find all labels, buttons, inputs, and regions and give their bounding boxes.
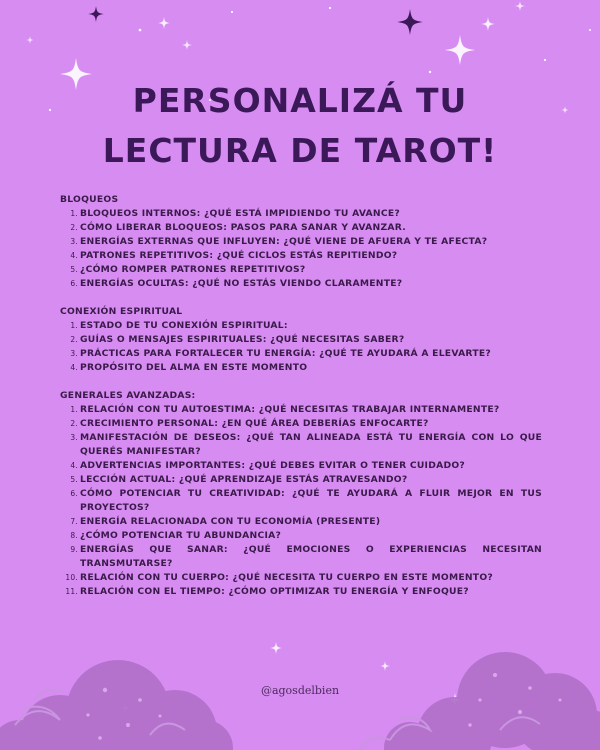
cloud-icon: [384, 652, 600, 750]
sparkle-star-icon: [481, 17, 495, 31]
sparkle-star-icon: [182, 40, 192, 50]
list-item: 9. ENERGÍAS QUE SANAR: ¿QUÉ EMOCIONES O EXPERIENCIAS NECESITAN TRANSMUTARSE?: [70, 544, 542, 569]
list-item: 1. BLOQUEOS INTERNOS: ¿QUÉ ESTÁ IMPIDIENDO TU AVANCE?: [70, 208, 400, 219]
section-heading: GENERALES AVANZADAS:: [60, 390, 196, 401]
section-heading: CONEXIÓN ESPIRITUAL: [60, 306, 183, 317]
list-item: 2. CÓMO LIBERAR BLOQUEOS: PASOS PARA SANAR Y AVANZAR.: [70, 222, 406, 233]
list-item: 10. RELACIÓN CON TU CUERPO: ¿QUÉ NECESITA TU CUERPO EN ESTE MOMENTO?: [65, 572, 493, 583]
social-handle: @agosdelbien: [260, 684, 340, 697]
sparkle-star-icon: [397, 9, 423, 35]
page-title: [0, 76, 600, 176]
list-item: 1. RELACIÓN CON TU AUTOESTIMA: ¿QUÉ NECESITAS TRABAJAR INTERNAMENTE?: [70, 404, 500, 415]
sparkle-star-icon: [26, 36, 34, 44]
sparkle-star-icon: [445, 35, 475, 65]
sparkle-star-icon: [88, 6, 104, 22]
sparkle-star-icon: [158, 17, 170, 29]
title-line-1: PERSONALIZÁ TU: [132, 81, 468, 120]
item-list: [60, 319, 542, 375]
item-list: [60, 207, 542, 291]
section-heading: BLOQUEOS: [60, 194, 119, 205]
list-item: 2. CRECIMIENTO PERSONAL: ¿EN QUÉ ÁREA DEBERÍAS ENFOCARTE?: [70, 418, 429, 429]
section-conexion-espiritual: [60, 305, 542, 375]
sparkle-star-icon: [270, 642, 282, 654]
list-item: 6. ENERGÍAS OCULTAS: ¿QUÉ NO ESTÁS VIENDO CLARAMENTE?: [70, 278, 403, 289]
list-item: 5. ¿CÓMO ROMPER PATRONES REPETITIVOS?: [70, 264, 306, 275]
item-list: [60, 403, 542, 599]
list-item: 3. MANIFESTACIÓN DE DESEOS: ¿QUÉ TAN ALINEADA ESTÁ TU ENERGÍA CON LO QUE QUERÉS MANIFESTAR?: [70, 432, 542, 457]
list-item: 7. ENERGÍA RELACIONADA CON TU ECONOMÍA (PRESENTE): [70, 516, 381, 527]
title-line-2: LECTURA DE TAROT!: [102, 131, 498, 170]
list-item: 5. LECCIÓN ACTUAL: ¿QUÉ APRENDIZAJE ESTÁS ATRAVESANDO?: [70, 474, 408, 485]
list-item: 2. GUÍAS O MENSAJES ESPIRITUALES: ¿QUÉ NECESITAS SABER?: [70, 334, 405, 345]
list-item: 8. ¿CÓMO POTENCIAR TU ABUNDANCIA?: [70, 530, 282, 541]
list-item: 3. ENERGÍAS EXTERNAS QUE INFLUYEN: ¿QUÉ VIENE DE AFUERA Y TE AFECTA?: [70, 236, 488, 247]
cloud-icon: [0, 660, 233, 750]
question-list: [60, 193, 542, 613]
sparkle-star-icon: [380, 661, 390, 671]
list-item: 6. CÓMO POTENCIAR TU CREATIVIDAD: ¿QUÉ TE AYUDARÁ A FLUIR MEJOR EN TUS PROYECTOS?: [70, 488, 542, 513]
sparkle-star-icon: [515, 1, 525, 11]
list-item: 4. PROPÓSITO DEL ALMA EN ESTE MOMENTO: [70, 362, 308, 373]
list-item: 4. PATRONES REPETITIVOS: ¿QUÉ CICLOS ESTÁS REPITIENDO?: [70, 250, 398, 261]
list-item: 11. RELACIÓN CON EL TIEMPO: ¿CÓMO OPTIMIZAR TU ENERGÍA Y ENFOQUE?: [65, 586, 469, 597]
section-generales-avanzadas: [60, 389, 542, 599]
list-item: 3. PRÁCTICAS PARA FORTALECER TU ENERGÍA: ¿QUÉ TE AYUDARÁ A ELEVARTE?: [70, 348, 491, 359]
list-item: 4. ADVERTENCIAS IMPORTANTES: ¿QUÉ DEBES EVITAR O TENER CUIDADO?: [70, 460, 465, 471]
section-bloqueos: [60, 193, 542, 291]
list-item: 1. ESTADO DE TU CONEXIÓN ESPIRITUAL:: [70, 320, 288, 331]
